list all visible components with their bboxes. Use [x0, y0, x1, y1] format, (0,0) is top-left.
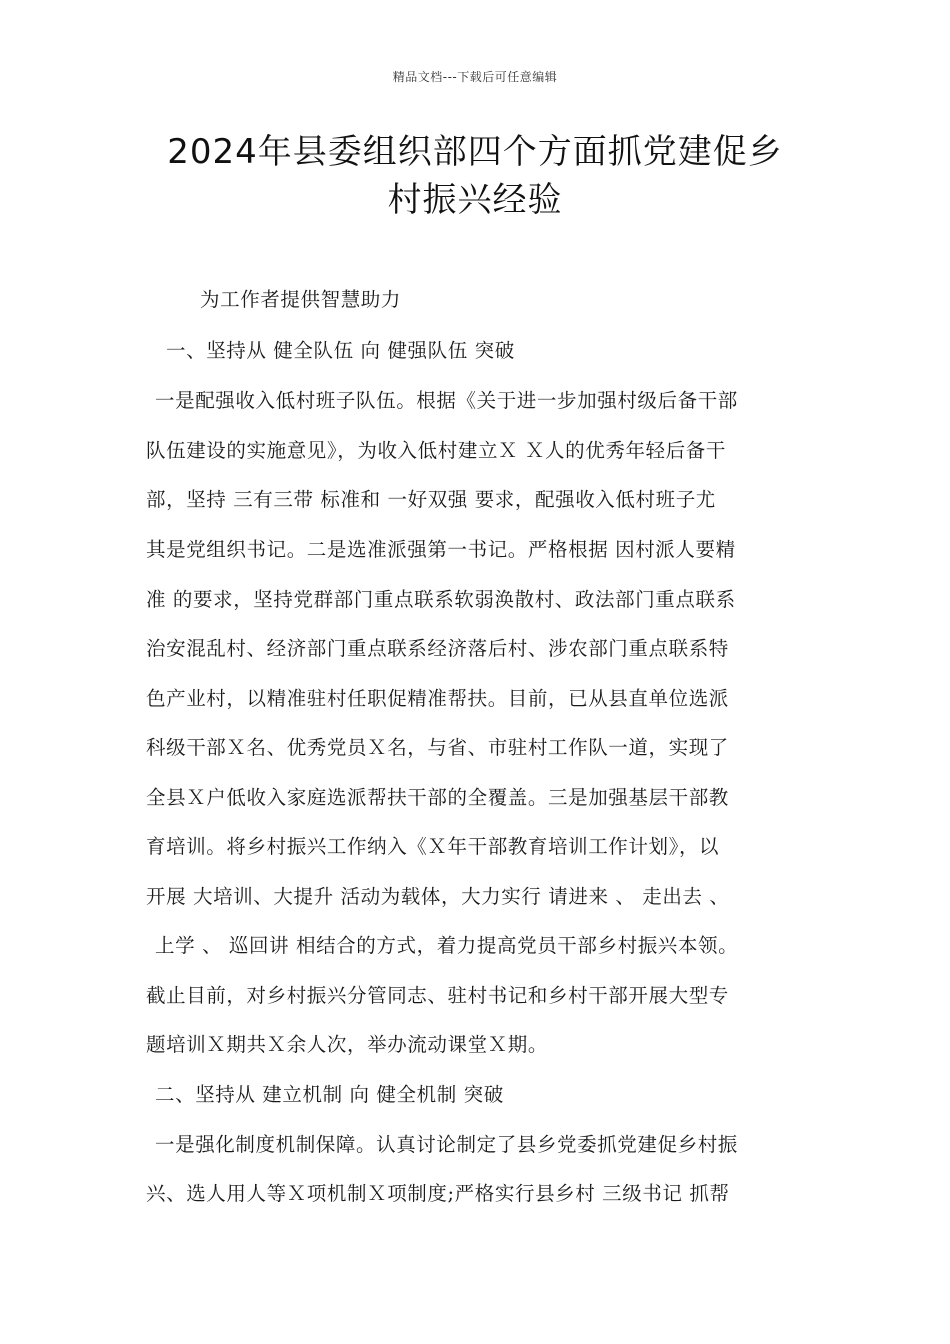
paragraph-line: 色产业村，以精准驻村任职促精准帮扶。目前，已从县直单位选派	[146, 687, 729, 710]
paragraph-line: 兴、选人用人等Ｘ项机制Ｘ项制度;严格实行县乡村 三级书记 抓帮	[146, 1182, 730, 1205]
paragraph-line: 全县Ｘ户低收入家庭选派帮扶干部的全覆盖。三是加强基层干部教	[146, 786, 729, 809]
title-line-1: 2024年县委组织部四个方面抓党建促乡	[167, 132, 783, 172]
paragraph-line: 上学 、 巡回讲 相结合的方式，着力提高党员干部乡村振兴本领。	[155, 934, 739, 957]
paragraph-line: 队伍建设的实施意见》，为收入低村建立Ｘ Ｘ人的优秀年轻后备干	[146, 439, 726, 462]
paragraph-line: 一是配强收入低村班子队伍。根据《关于进一步加强村级后备干部	[155, 389, 738, 412]
document-title	[120, 128, 830, 224]
paragraph-line: 其是党组织书记。二是选准派强第一书记。严格根据 因村派人要精	[146, 538, 736, 561]
title-line-2: 村振兴经验	[387, 180, 563, 220]
paragraph-line: 科级干部Ｘ名、优秀党员Ｘ名，与省、市驻村工作队一道，实现了	[146, 736, 729, 759]
paragraph-line: 准 的要求，坚持党群部门重点联系软弱涣散村、政法部门重点联系	[146, 588, 736, 611]
paragraph-line: 育培训。将乡村振兴工作纳入《Ｘ年干部教育培训工作计划》，以	[146, 835, 720, 858]
paragraph-line: 一是强化制度机制保障。认真讨论制定了县乡党委抓党建促乡村振	[155, 1133, 738, 1156]
header-note: 精品文档---下载后可任意编辑	[392, 70, 558, 84]
paragraph-line: 治安混乱村、经济部门重点联系经济落后村、涉农部门重点联系特	[146, 637, 729, 660]
paragraph-line: 开展 大培训、大提升 活动为载体，大力实行 请进来 、 走出去 、	[146, 885, 730, 908]
paragraph-line: 题培训Ｘ期共Ｘ余人次，举办流动课堂Ｘ期。	[146, 1033, 549, 1056]
paragraph-line: 截止目前，对乡村振兴分管同志、驻村书记和乡村干部开展大型专	[146, 984, 729, 1007]
paragraph-line: 部，坚持 三有三带 标准和 一好双强 要求，配强收入低村班子尤	[146, 488, 716, 511]
section-heading-1: 一、坚持从 健全队伍 向 健强队伍 突破	[166, 339, 515, 362]
section-heading-2: 二、坚持从 建立机制 向 健全机制 突破	[155, 1083, 504, 1106]
subtitle-line: 为工作者提供智慧助力	[200, 288, 402, 311]
